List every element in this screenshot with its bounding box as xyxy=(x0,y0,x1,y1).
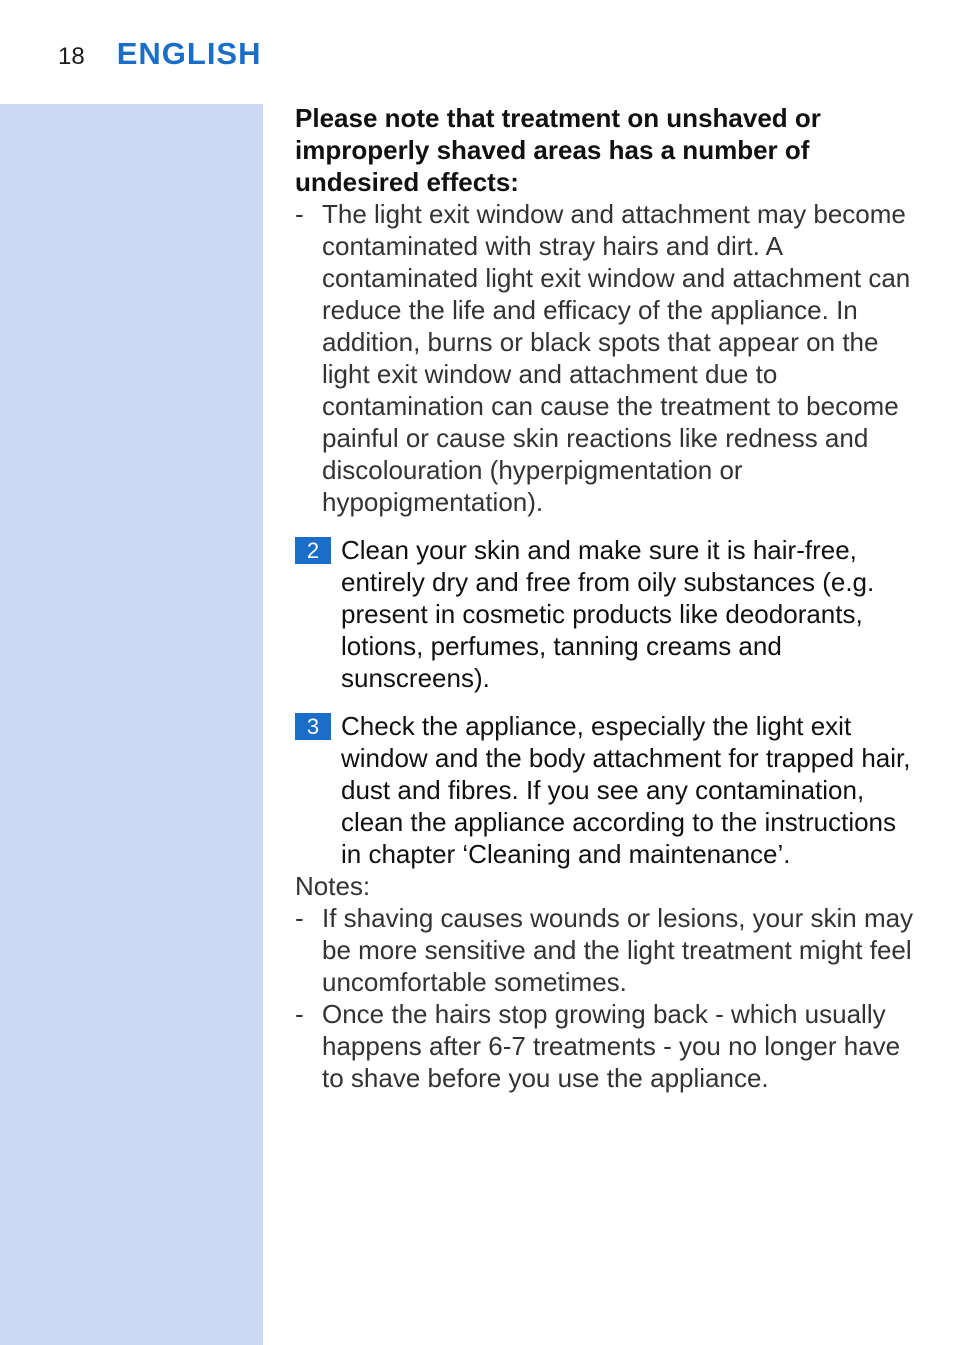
list-item xyxy=(295,198,915,518)
list-item xyxy=(295,998,915,1094)
sidebar-panel xyxy=(0,104,263,1345)
intro-bullet-text: The light exit window and attachment may become contaminated with stray hairs and dirt. A contaminated light exit window and attachment can reduce the life and efficacy of the appliance. In addition, burns or black spots that appear on the light exit window and attachment due to contamination can cause the treatment to become painful or cause skin reactions like redness and discolouration (hyperpigmentation or hypopigmentation). xyxy=(322,199,911,517)
dash-bullet: - xyxy=(295,199,304,229)
step-text: Clean your skin and make sure it is hair-free, entirely dry and free from oily substances (e.g. present in cosmetic products like deodorants, lotions, perfumes, tanning creams and sunscreens). xyxy=(341,535,875,693)
notes-list xyxy=(295,902,915,1094)
page-number: 18 xyxy=(58,43,85,70)
dash-bullet: - xyxy=(295,903,304,933)
main-content xyxy=(295,102,915,1094)
language-title: ENGLISH xyxy=(116,36,262,71)
step-2 xyxy=(295,534,915,694)
note-text: Once the hairs stop growing back - which usually happens after 6-7 treatments - you no longer have to shave before you use the appliance. xyxy=(322,999,901,1093)
intro-bullet-list xyxy=(295,198,915,518)
list-item xyxy=(295,902,915,998)
step-text: Check the appliance, especially the light exit window and the body attachment for trapped hair, dust and fibres. If you see any contamination, clean the appliance according to the instructions in chapter ‘Cleaning and maintenance’. xyxy=(341,711,911,869)
note-text: If shaving causes wounds or lesions, your skin may be more sensitive and the light treatment might feel uncomfortable sometimes. xyxy=(322,903,914,997)
dash-bullet: - xyxy=(295,999,304,1029)
step-3 xyxy=(295,710,915,870)
page-header xyxy=(58,36,262,72)
step-number-badge: 2 xyxy=(295,537,331,564)
notes-label: Notes: xyxy=(295,871,371,901)
step-number-badge: 3 xyxy=(295,713,331,740)
intro-lead: Please note that treatment on unshaved or improperly shaved areas has a number of undesired effects: xyxy=(295,103,821,197)
